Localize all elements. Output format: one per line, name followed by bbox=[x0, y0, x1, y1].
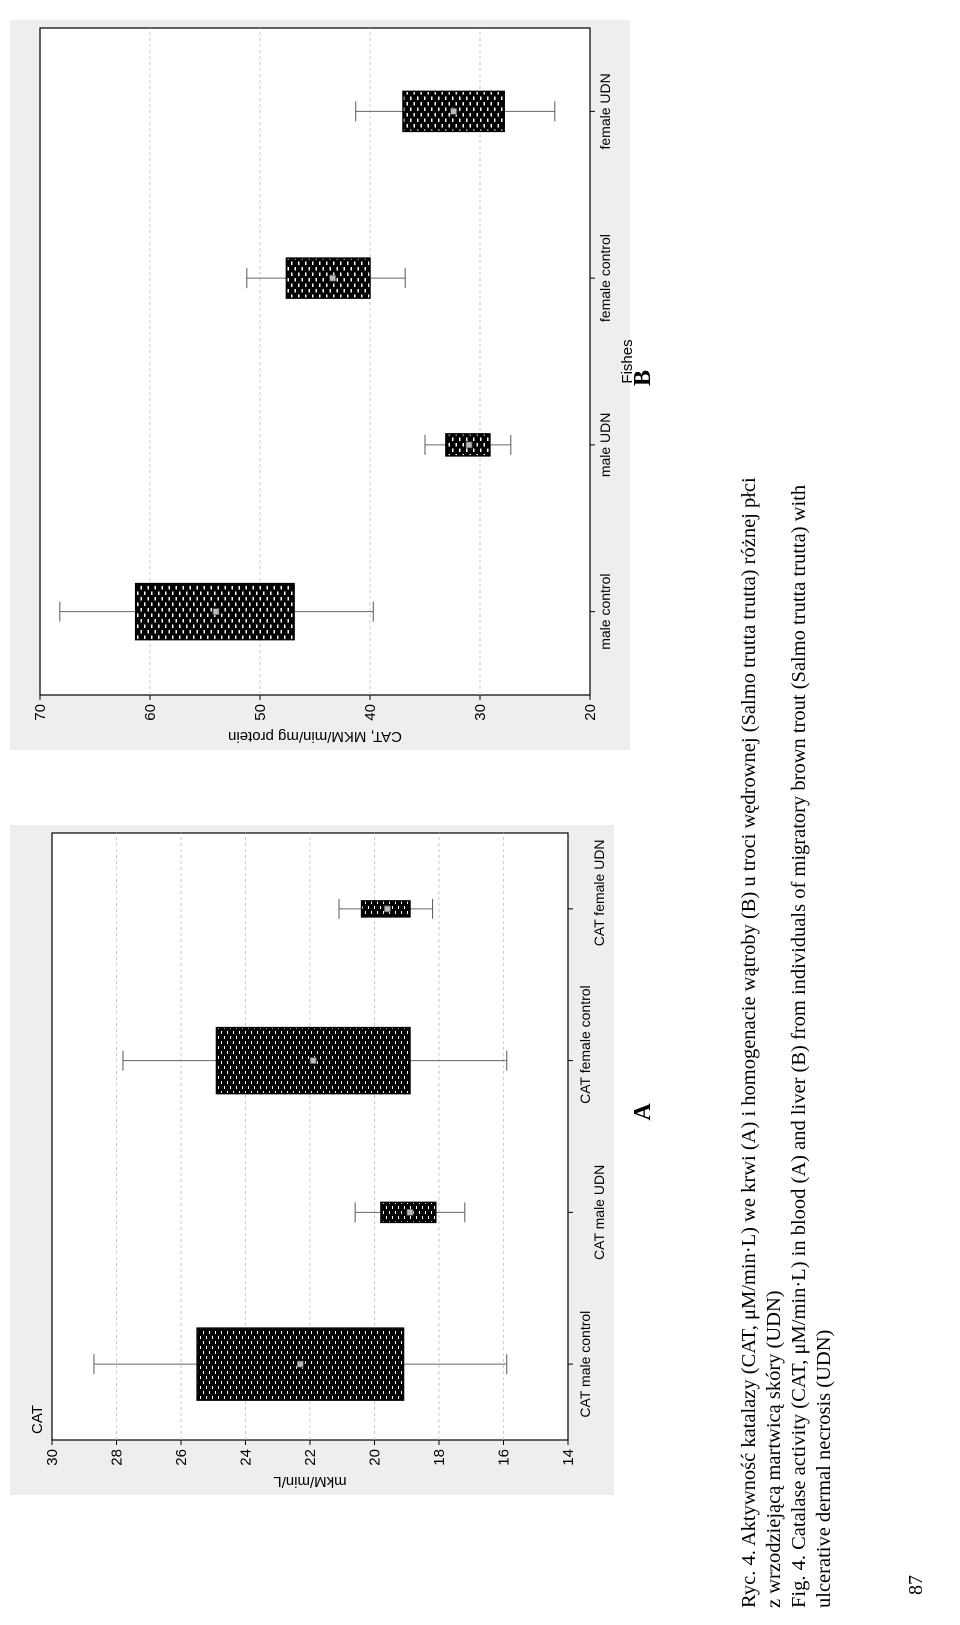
y-tick-label: 26 bbox=[173, 1449, 190, 1466]
y-tick-label: 22 bbox=[302, 1449, 319, 1466]
y-tick-label: 50 bbox=[252, 704, 269, 721]
y-tick-label: 28 bbox=[108, 1449, 126, 1466]
y-tick-label: 30 bbox=[44, 1449, 61, 1466]
category-label: CAT female control bbox=[577, 985, 593, 1104]
mean-marker bbox=[384, 906, 390, 912]
caption-line-3: Fig. 4. Catalase activity (CAT, μM/min·L) in blood (A) and liver (B) from individuals of migratory brown trout (Salmo trutta trutta) with bbox=[788, 484, 810, 1608]
y-tick-label: 24 bbox=[237, 1449, 255, 1466]
y-tick-label: 16 bbox=[495, 1449, 513, 1466]
caption-line-2: z wrzodziejącą martwicą skóry (UDN) bbox=[763, 1290, 785, 1608]
y-tick-label: 18 bbox=[431, 1449, 448, 1466]
x-axis-title: Fishes bbox=[619, 339, 636, 384]
caption-line-1: Ryc. 4. Aktywność katalazy (CAT, μM/min·L) we krwi (A) i homogenacie wątroby (B) u troci wędrownej (Salmo trutta trutta) różnej płci bbox=[738, 477, 760, 1608]
panel-letter: A bbox=[630, 1103, 656, 1121]
y-tick-label: 14 bbox=[560, 1449, 577, 1466]
mean-marker bbox=[407, 1209, 413, 1215]
panel-letter: B bbox=[630, 369, 656, 387]
category-label: CAT male UDN bbox=[591, 1164, 607, 1260]
category-label: female UDN bbox=[597, 73, 613, 150]
caption-line-4: ulcerative dermal necrosis (UDN) bbox=[813, 1329, 835, 1608]
y-tick-label: 70 bbox=[32, 704, 49, 721]
y-axis-title: CAT, MKM/min/mg protein bbox=[228, 728, 402, 745]
chart-title: CAT bbox=[29, 1405, 46, 1434]
y-tick-label: 60 bbox=[142, 704, 159, 721]
category-label: CAT female UDN bbox=[591, 839, 607, 947]
box bbox=[286, 258, 370, 298]
mean-marker bbox=[466, 442, 472, 448]
mean-marker bbox=[310, 1058, 316, 1064]
y-axis-title: mkM/min/L bbox=[273, 1473, 347, 1490]
plot-area bbox=[40, 28, 590, 695]
mean-marker bbox=[213, 609, 219, 615]
chart-panel-a bbox=[10, 790, 660, 1495]
y-tick-label: 40 bbox=[362, 704, 379, 721]
category-label: male control bbox=[597, 573, 613, 650]
y-tick-label: 20 bbox=[366, 1449, 384, 1466]
y-tick-label: 30 bbox=[472, 704, 489, 721]
category-label: CAT male control bbox=[577, 1310, 593, 1418]
chart-panel-b bbox=[10, 5, 660, 750]
category-label: female control bbox=[597, 234, 613, 323]
mean-marker bbox=[330, 275, 336, 281]
y-tick-label: 20 bbox=[582, 704, 599, 721]
mean-marker bbox=[451, 108, 457, 114]
category-label: male UDN bbox=[597, 412, 613, 478]
page-number: 87 bbox=[905, 1575, 927, 1595]
mean-marker bbox=[297, 1361, 303, 1367]
